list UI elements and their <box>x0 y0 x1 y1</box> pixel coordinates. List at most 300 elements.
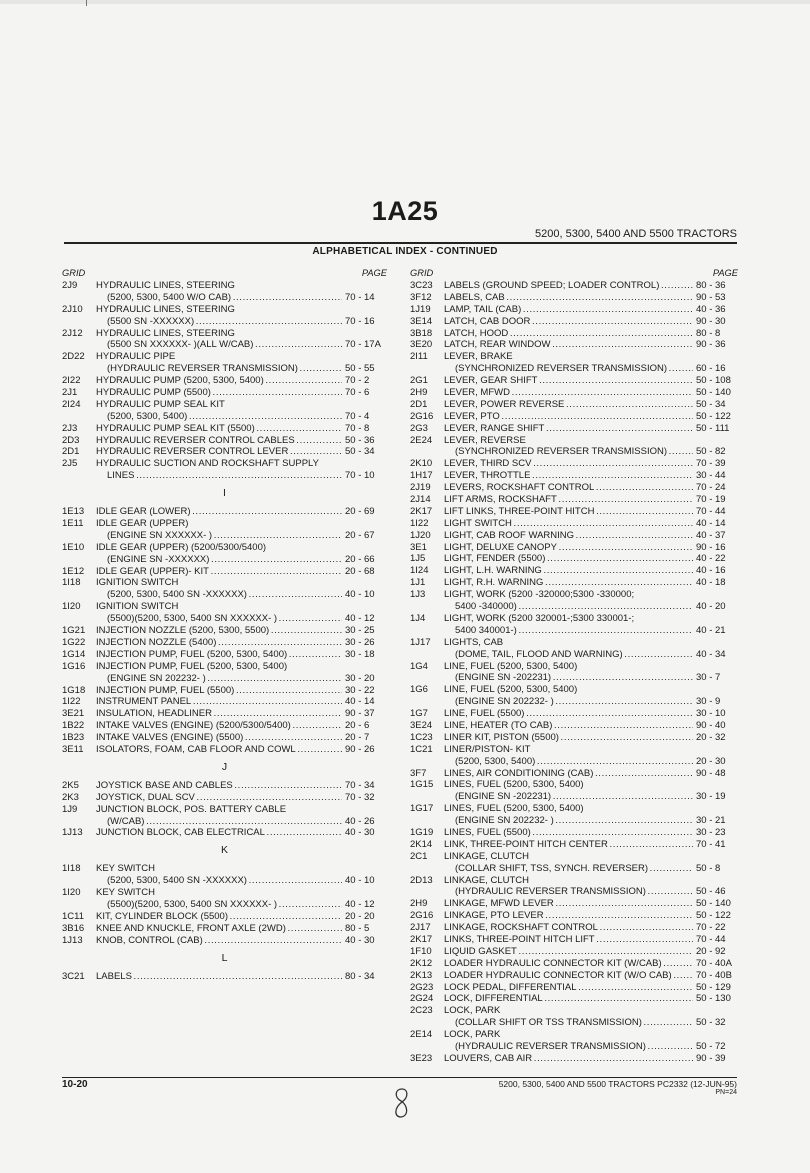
entry-page: 50 - 34 <box>345 446 375 458</box>
entry-description: LOCK, DIFFERENTIAL . . . <box>444 993 693 1005</box>
grid-code: 2J5 <box>62 458 78 470</box>
entry-page: 30 - 9 <box>696 696 721 708</box>
grid-code: 3E1 <box>410 541 427 553</box>
entry-description: (SYNCHRONIZED REVERSER TRANSMISSION) . . . <box>455 363 693 375</box>
index-rows <box>410 280 738 1065</box>
grid-code: 1E12 <box>62 565 85 577</box>
entry-description: INJECTION PUMP, FUEL (5200, 5300, 5400) . . . <box>96 649 342 661</box>
grid-code: 2K14 <box>410 838 433 850</box>
grid-code: 1G14 <box>62 648 86 660</box>
entry-page: 40 - 14 <box>696 517 726 529</box>
grid-code: 1J19 <box>410 303 431 315</box>
grid-code: 1I20 <box>62 601 81 613</box>
index-entry <box>62 589 387 601</box>
entry-description: LIGHTS, CAB <box>444 636 504 648</box>
grid-code: 2J10 <box>62 303 83 315</box>
grid-code: 1G18 <box>62 684 86 696</box>
entry-description: LABELS, CAB . . . <box>444 292 693 304</box>
entry-description: LOADER HYDRAULIC CONNECTOR KIT (W/O CAB) . . . <box>444 970 693 982</box>
index-entry <box>410 791 738 803</box>
grid-code: 3E21 <box>62 708 85 720</box>
entry-page: 40 - 21 <box>696 624 726 636</box>
index-entry <box>410 387 738 399</box>
entry-page: 40 - 22 <box>696 553 726 565</box>
entry-page: 70 - 40A <box>696 957 732 969</box>
entry-page: 40 - 36 <box>696 303 726 315</box>
header-title: 5200, 5300, 5400 AND 5500 TRACTORS <box>535 228 737 240</box>
index-entry <box>410 530 738 542</box>
grid-code: 2H9 <box>410 898 428 910</box>
index-entry <box>62 351 387 363</box>
entry-page: 40 - 18 <box>696 577 726 589</box>
grid-code: 1E11 <box>62 518 84 530</box>
entry-description: LINES, FUEL (5200, 5300, 5400) <box>444 803 584 815</box>
entry-description: HYDRAULIC REVERSER CONTROL LEVER . . . <box>96 446 342 458</box>
entry-description: (W/CAB) . . . <box>107 816 342 828</box>
entry-page: 80 - 36 <box>696 280 726 291</box>
grid-code: 1B23 <box>62 732 85 744</box>
index-entry <box>62 316 387 328</box>
section-letter-l <box>62 947 387 971</box>
grid-code: 1J17 <box>410 636 431 648</box>
entry-description: (HYDRAULIC REVERSER TRANSMISSION) . . . <box>455 1041 693 1053</box>
grid-code: 1G19 <box>410 826 434 838</box>
column-header <box>62 268 387 280</box>
index-entry <box>62 423 387 435</box>
grid-code: 1I20 <box>62 887 81 899</box>
entry-page: 70 - 8 <box>345 422 370 434</box>
entry-description: LATCH, CAB DOOR . . . <box>444 316 693 328</box>
index-entry <box>62 720 387 732</box>
entry-page: 70 - 6 <box>345 387 370 399</box>
index-entry <box>410 470 738 482</box>
entry-description: LOCK, PARK <box>444 1005 501 1017</box>
grid-code: 2K13 <box>410 969 433 981</box>
index-entry <box>410 435 738 447</box>
entry-page: 50 - 34 <box>696 398 726 410</box>
index-entry <box>410 946 738 958</box>
grid-code: 3E24 <box>410 719 433 731</box>
entry-page: 70 - 40B <box>696 969 732 981</box>
grid-code: 2D1 <box>410 398 428 410</box>
index-entry <box>62 661 387 673</box>
entry-page: 20 - 6 <box>345 720 370 732</box>
grid-code: 2H9 <box>410 387 428 399</box>
entry-description: LIGHT, WORK (5200 -320000;5300 -330000; <box>444 589 635 601</box>
entry-page: 90 - 30 <box>696 315 726 327</box>
entry-description: LINKS, THREE-POINT HITCH LIFT . . . <box>444 934 693 946</box>
index-entry <box>62 732 387 744</box>
entry-page: 40 - 30 <box>345 827 375 839</box>
grid-code: 3E14 <box>410 315 433 327</box>
entry-page: 50 - 108 <box>696 375 731 387</box>
index-entry <box>62 304 387 316</box>
entry-description: LINES, FUEL (5200, 5300, 5400) <box>444 779 584 791</box>
grid-code: 2D22 <box>62 351 85 363</box>
index-entry <box>410 494 738 506</box>
entry-description: HYDRAULIC PUMP (5200, 5300, 5400) . . . <box>96 375 342 387</box>
entry-description: LEVER, THIRD SCV . . . <box>444 458 693 470</box>
entry-description: LABELS . . . <box>96 971 342 983</box>
entry-description: (5200, 5300, 5400 W/O CAB) . . . <box>107 292 342 304</box>
entry-description: (ENGINE SN XXXXXX- ) . . . <box>107 530 342 542</box>
entry-description: LINER/PISTON- KIT <box>444 743 531 755</box>
index-entry <box>410 446 738 458</box>
entry-page: 90 - 40 <box>696 719 726 731</box>
grid-code: 1C11 <box>62 910 85 922</box>
index-entry <box>410 518 738 530</box>
grid-code: 1G6 <box>410 684 428 696</box>
grid-code: 2J17 <box>410 922 431 934</box>
entry-description: LIGHT, DELUXE CANOPY . . . <box>444 542 693 554</box>
entry-description: KNEE AND KNUCKLE, FRONT AXLE (2WD) . . . <box>96 923 342 935</box>
grid-code: 1F10 <box>410 945 432 957</box>
index-column-left <box>62 268 387 982</box>
entry-description: LINK, THREE-POINT HITCH CENTER . . . <box>444 839 693 851</box>
entry-page: 90 - 53 <box>696 291 726 303</box>
grid-code: 2G3 <box>410 422 428 434</box>
entry-description: 5400 340001-) . . . <box>455 625 693 637</box>
entry-description: LINKAGE, ROCKSHAFT CONTROL . . . <box>444 922 693 934</box>
index-entry <box>62 280 387 292</box>
entry-description: IGNITION SWITCH <box>96 601 179 613</box>
index-entry <box>410 375 738 387</box>
entry-page: 70 - 24 <box>696 482 726 494</box>
index-entry <box>410 744 738 756</box>
grid-code: 1G16 <box>62 660 86 672</box>
footer-rule <box>62 1077 737 1078</box>
index-entry <box>410 839 738 851</box>
entry-page: 80 - 5 <box>345 922 370 934</box>
entry-page: 70 - 14 <box>345 291 375 303</box>
entry-description: LEVER, RANGE SHIFT . . . <box>444 423 693 435</box>
entry-description: JOYSTICK, DUAL SCV . . . <box>96 792 342 804</box>
entry-page: 30 - 22 <box>345 684 375 696</box>
entry-description: (5200, 5300, 5400) . . . <box>455 756 693 768</box>
grid-code: 1J1 <box>410 577 426 589</box>
grid-code: 2K5 <box>62 779 79 791</box>
index-entry <box>410 577 738 589</box>
entry-description: HYDRAULIC LINES, STEERING <box>96 280 235 291</box>
grid-code: 1I22 <box>410 517 429 529</box>
entry-description: LINE, FUEL (5500) . . . <box>444 708 693 720</box>
entry-description: (ENGINE SN 202232- ) . . . <box>455 696 693 708</box>
index-entry <box>62 554 387 566</box>
section-letter-j <box>62 756 387 780</box>
index-entry <box>62 887 387 899</box>
header-rule <box>64 242 737 244</box>
grid-code: 2G24 <box>410 993 434 1005</box>
grid-code: 1G17 <box>410 803 434 815</box>
entry-page: 50 - 36 <box>345 434 375 446</box>
entry-description: HYDRAULIC REVERSER CONTROL CABLES . . . <box>96 435 342 447</box>
index-entry <box>410 732 738 744</box>
index-entry <box>410 482 738 494</box>
grid-code: 1I18 <box>62 577 81 589</box>
index-entry <box>410 601 738 613</box>
entry-page: 40 - 20 <box>696 601 726 613</box>
entry-page: 30 - 18 <box>345 648 375 660</box>
entry-description: LIGHT, WORK (5200 320001-;5300 330001-; <box>444 612 635 624</box>
section-letter-i <box>62 482 387 506</box>
entry-page: 40 - 12 <box>345 898 375 910</box>
entry-page: 70 - 22 <box>696 922 726 934</box>
grid-code: 2K17 <box>410 505 433 517</box>
entry-page: 40 - 12 <box>345 613 375 625</box>
grid-code: 1J4 <box>410 612 426 624</box>
grid-code: 2G1 <box>410 375 428 387</box>
grid-code: 2G16 <box>410 910 434 922</box>
entry-description: LINE, HEATER (TO CAB) . . . <box>444 720 693 732</box>
index-entry <box>410 851 738 863</box>
entry-page: 30 - 26 <box>345 636 375 648</box>
entry-page: 30 - 19 <box>696 791 726 803</box>
entry-description: HYDRAULIC SUCTION AND ROCKSHAFT SUPPLY <box>96 458 319 470</box>
grid-code: 2D1 <box>62 446 80 458</box>
grid-code: 1J9 <box>62 803 78 815</box>
entry-description: IGNITION SWITCH <box>96 577 179 589</box>
entry-page: 60 - 16 <box>696 363 726 375</box>
entry-page: 90 - 37 <box>345 708 375 720</box>
index-entry <box>410 708 738 720</box>
entry-page: 70 - 32 <box>345 791 375 803</box>
grid-code: 3F7 <box>410 767 427 779</box>
entry-page: 40 - 37 <box>696 529 726 541</box>
entry-description: LIFT LINKS, THREE-POINT HITCH . . . <box>444 506 693 518</box>
index-entry <box>62 601 387 613</box>
index-entry <box>62 696 387 708</box>
grid-code: 2K12 <box>410 957 433 969</box>
entry-page: 20 - 92 <box>696 945 726 957</box>
entry-description: (COLLAR SHIFT, TSS, SYNCH. REVERSER) . . . <box>455 863 693 875</box>
entry-description: HYDRAULIC PUMP SEAL KIT (5500) . . . <box>96 423 342 435</box>
index-entry <box>62 804 387 816</box>
index-entry <box>62 530 387 542</box>
entry-description: LEVER, GEAR SHIFT . . . <box>444 375 693 387</box>
entry-description: (SYNCHRONIZED REVERSER TRANSMISSION) . . . <box>455 446 693 458</box>
index-entry <box>410 898 738 910</box>
index-entry <box>410 280 738 292</box>
grid-code: 1I18 <box>62 863 81 875</box>
index-entry <box>62 411 387 423</box>
entry-page: 40 - 10 <box>345 589 375 601</box>
entry-page: 50 - 122 <box>696 910 731 922</box>
entry-description: ISOLATORS, FOAM, CAB FLOOR AND COWL . . . <box>96 744 342 756</box>
entry-description: IDLE GEAR (UPPER) <box>96 518 189 530</box>
grid-code: 2J14 <box>410 494 431 506</box>
entry-page: 30 - 25 <box>345 625 375 637</box>
index-entry <box>62 875 387 887</box>
entry-page: 20 - 20 <box>345 910 375 922</box>
index-entry <box>410 886 738 898</box>
grid-code: 2D3 <box>62 434 80 446</box>
entry-page: 40 - 30 <box>345 934 375 946</box>
entry-description: LEVERS, ROCKSHAFT CONTROL . . . <box>444 482 693 494</box>
section-letter: K <box>220 844 228 857</box>
entry-description: IDLE GEAR (UPPER) (5200/5300/5400) <box>96 541 267 553</box>
entry-page: 80 - 8 <box>696 327 721 339</box>
entry-page: 90 - 48 <box>696 767 726 779</box>
entry-description: LIQUID GASKET . . . <box>444 946 693 958</box>
entry-page: 40 - 16 <box>696 565 726 577</box>
index-entry <box>62 328 387 340</box>
entry-description: LEVER, POWER REVERSE . . . <box>444 399 693 411</box>
entry-description: (COLLAR SHIFT OR TSS TRANSMISSION) . . . <box>455 1017 693 1029</box>
grid-code: 3B18 <box>410 327 433 339</box>
grid-heading: GRID <box>410 268 434 278</box>
index-entry <box>410 672 738 684</box>
index-entry <box>410 328 738 340</box>
entry-page: 50 - 46 <box>696 886 726 898</box>
entry-page: 20 - 67 <box>345 529 375 541</box>
entry-page: 70 - 44 <box>696 505 726 517</box>
entry-description: IDLE GEAR (LOWER) . . . <box>96 506 342 518</box>
grid-code: 2J1 <box>62 387 78 399</box>
entry-description: LIGHT, R.H. WARNING . . . <box>444 577 693 589</box>
grid-code: 1G22 <box>62 636 86 648</box>
index-entry <box>62 792 387 804</box>
entry-page: 70 - 17A <box>345 339 381 351</box>
grid-code: 3F12 <box>410 291 432 303</box>
index-entry <box>62 577 387 589</box>
grid-code: 1B22 <box>62 720 85 732</box>
entry-description: LEVER, BRAKE <box>444 351 513 363</box>
entry-description: HYDRAULIC PUMP SEAL KIT <box>96 398 225 410</box>
index-entry <box>410 339 738 351</box>
index-entry <box>410 458 738 470</box>
grid-code: 2C1 <box>410 850 428 862</box>
scan-mark <box>86 0 87 6</box>
index-entry <box>410 351 738 363</box>
entry-page: 50 - 55 <box>345 363 375 375</box>
grid-code: 2C23 <box>410 1005 433 1017</box>
grid-code: 1J3 <box>410 589 426 601</box>
index-entry <box>62 637 387 649</box>
entry-page: 70 - 10 <box>345 470 375 482</box>
entry-page: 20 - 7 <box>345 732 370 744</box>
index-entry <box>62 446 387 458</box>
grid-code: 2J12 <box>62 327 83 339</box>
grid-code: 3E23 <box>410 1052 433 1064</box>
entry-page: 30 - 44 <box>696 470 726 482</box>
index-entry <box>62 863 387 875</box>
entry-description: (5500 SN XXXXXX- )(ALL W/CAB) . . . <box>107 339 342 351</box>
entry-description: (5200, 5300, 5400) . . . <box>107 411 342 423</box>
entry-page: 70 - 4 <box>345 410 370 422</box>
grid-code: 2I24 <box>62 398 81 410</box>
index-entry <box>62 971 387 983</box>
index-entry <box>62 685 387 697</box>
entry-description: HYDRAULIC PUMP (5500) . . . <box>96 387 342 399</box>
grid-code: 1J13 <box>62 827 83 839</box>
grid-code: 3C21 <box>62 970 85 982</box>
entry-description: JUNCTION BLOCK, POS. BATTERY CABLE <box>96 803 287 815</box>
index-entry <box>410 863 738 875</box>
footer-page-number: 10-20 <box>62 1079 88 1090</box>
entry-description: (HYDRAULIC REVERSER TRANSMISSION) . . . <box>107 363 342 375</box>
index-entry <box>410 589 738 601</box>
grid-code: 2K17 <box>410 933 433 945</box>
grid-code: 1I24 <box>410 565 429 577</box>
entry-description: LINE, FUEL (5200, 5300, 5400) <box>444 660 578 672</box>
entry-description: KEY SWITCH <box>96 863 155 875</box>
index-title: ALPHABETICAL INDEX - CONTINUED <box>312 246 498 257</box>
index-entry <box>410 934 738 946</box>
entry-page: 70 - 39 <box>696 458 726 470</box>
entry-page: 40 - 14 <box>345 696 375 708</box>
entry-description: (5200, 5300, 5400 SN -XXXXXX) . . . <box>107 875 342 887</box>
index-entry <box>410 768 738 780</box>
entry-page: 30 - 10 <box>696 708 726 720</box>
index-entry <box>62 470 387 482</box>
index-entry <box>62 542 387 554</box>
grid-code: 2G23 <box>410 981 434 993</box>
entry-page: 70 - 41 <box>696 838 726 850</box>
entry-description: LINKAGE, MFWD LEVER . . . <box>444 898 693 910</box>
entry-page: 90 - 36 <box>696 339 726 351</box>
index-entry <box>62 780 387 792</box>
entry-description: LINKAGE, CLUTCH <box>444 850 529 862</box>
index-entry <box>62 375 387 387</box>
index-entry <box>62 899 387 911</box>
entry-description: INTAKE VALVES (ENGINE) (5500) . . . <box>96 732 342 744</box>
entry-page: 20 - 69 <box>345 506 375 518</box>
entry-description: HYDRAULIC LINES, STEERING <box>96 327 235 339</box>
entry-description: (5200, 5300, 5400 SN -XXXXXX) . . . <box>107 589 342 601</box>
index-entry <box>62 625 387 637</box>
entry-page: 50 - 129 <box>696 981 731 993</box>
handwritten-number-8 <box>391 1086 413 1120</box>
index-entry <box>62 339 387 351</box>
grid-code: 1I22 <box>62 696 81 708</box>
index-entry <box>410 720 738 732</box>
entry-page: 70 - 44 <box>696 933 726 945</box>
index-entry <box>62 911 387 923</box>
grid-code: 2I22 <box>62 375 81 387</box>
entry-page: 30 - 20 <box>345 672 375 684</box>
entry-page: 30 - 21 <box>696 815 726 827</box>
entry-page: 50 - 111 <box>696 422 730 434</box>
grid-code: 2G16 <box>410 410 434 422</box>
entry-description: LINES, AIR CONDITIONING (CAB) . . . <box>444 768 693 780</box>
entry-description: (HYDRAULIC REVERSER TRANSMISSION) . . . <box>455 886 693 898</box>
entry-description: (5500)(5200, 5300, 5400 SN XXXXXX- ) . . . <box>107 613 342 625</box>
entry-description: LIGHT SWITCH . . . <box>444 518 693 530</box>
grid-code: 2J19 <box>410 482 431 494</box>
grid-code: 1J20 <box>410 529 431 541</box>
index-entry <box>410 684 738 696</box>
entry-page: 50 - 82 <box>696 446 726 458</box>
grid-code: 1C21 <box>410 743 433 755</box>
index-entry <box>410 827 738 839</box>
entry-description: (ENGINE SN -202231) . . . <box>455 672 693 684</box>
index-entry <box>62 816 387 828</box>
section-letter: L <box>221 951 228 964</box>
grid-code: 1H17 <box>410 470 433 482</box>
index-entry <box>410 649 738 661</box>
index-entry <box>410 993 738 1005</box>
grid-code: 2J3 <box>62 422 78 434</box>
entry-page: 50 - 130 <box>696 993 731 1005</box>
column-header <box>410 268 738 280</box>
entry-description: LINE, FUEL (5200, 5300, 5400) <box>444 684 578 696</box>
index-entry <box>410 779 738 791</box>
entry-page: 50 - 8 <box>696 862 721 874</box>
entry-description: INTAKE VALVES (ENGINE) (5200/5300/5400) . . . <box>96 720 342 732</box>
entry-page: 40 - 26 <box>345 815 375 827</box>
index-entry <box>410 423 738 435</box>
index-entry <box>410 922 738 934</box>
